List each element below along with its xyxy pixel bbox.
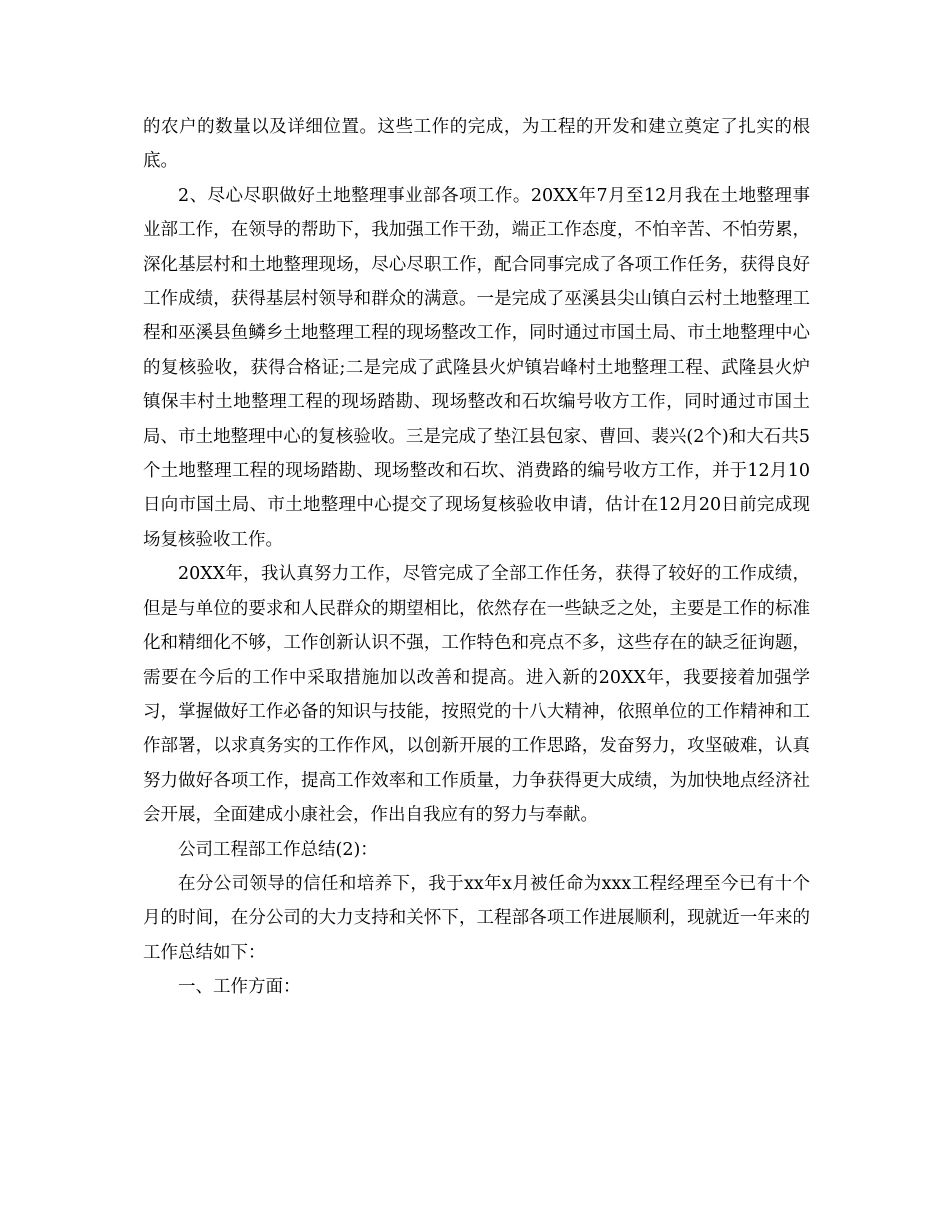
section-heading-summary-2: 公司工程部工作总结(2)： <box>178 839 378 860</box>
section-heading-work-aspects: 一、工作方面： <box>178 977 301 998</box>
paragraph-1: 的农户的数量以及详细位置。这些工作的完成，为工程的开发和建立奠定了扎实的根底。 <box>143 117 810 172</box>
paragraph-3: 20XX年，我认真努力工作，尽管完成了全部工作任务，获得了较好的工作成绩，但是与单位的要求和人民群众的期望相比，依然存在一些缺乏之处，主要是工作的标准化和精细化不够，工作创新认识不强，工作特色和亮点不多，这些存在的缺乏征询题，需要在今后的工作中采取措施加以改善和提高。进入新的20XX年，我要接着加强学习，掌握做好工作必备的知识与技能，按照党的十八大精神，依照单位的工作精神和工作部署，以求真务实的工作作风，以创新开展的工作思路，发奋努力，攻坚破难，认真努力做好各项工作，提高工作效率和工作质量，力争获得更大成绩，为加快地点经济社会开展，全面建成小康社会，作出自我应有的努力与奉献。 <box>143 564 810 826</box>
paragraph-2: 2、尽心尽职做好土地整理事业部各项工作。20XX年7月至12月我在土地整理事业部工作，在领导的帮助下，我加强工作干劲，端正工作态度，不怕辛苦、不怕劳累，深化基层村和土地整理现场，尽心尽职工作，配合同事完成了各项工作任务，获得良好工作成绩，获得基层村领导和群众的满意。一是完成了巫溪县尖山镇白云村土地整理工程和巫溪县鱼鳞乡土地整理工程的现场整改工作，同时通过市国土局、市土地整理中心的复核验收，获得合格证;二是完成了武隆县火炉镇岩峰村土地整理工程、武隆县火炉镇保丰村土地整理工程的现场踏勘、现场整改和石坎编号收方工作，同时通过市国土局、市土地整理中心的复核验收。三是完成了垫江县包家、曹回、裴兴(2个)和大石共5个土地整理工程的现场踏勘、现场整改和石坎、消费路的编号收方工作，并于12月10日向市国土局、市土地整理中心提交了现场复核验收申请，估计在12月20日前完成现场复核验收工作。 <box>143 185 810 550</box>
document-page <box>143 110 810 1005</box>
paragraph-5: 在分公司领导的信任和培养下，我于xx年x月被任命为xxx工程经理至今已有十个月的时间，在分公司的大力支持和关怀下，工程部各项工作进展顺利，现就近一年来的工作总结如下： <box>143 873 810 963</box>
